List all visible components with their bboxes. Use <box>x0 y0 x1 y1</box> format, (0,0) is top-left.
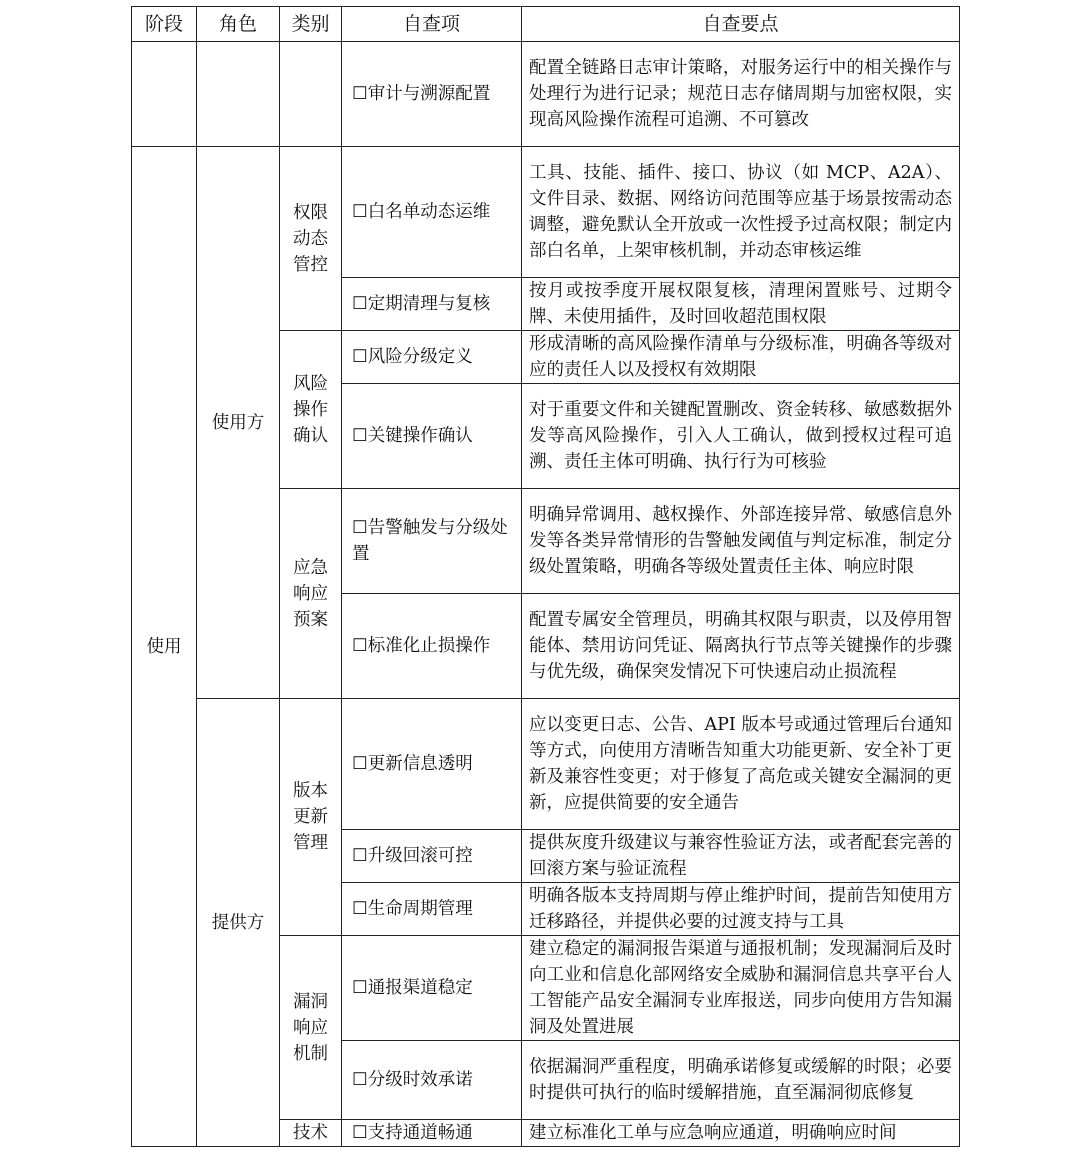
check-points: 对于重要文件和关键配置删改、资金转移、敏感数据外发等高风险操作，引入人工确认，做到授权过程可追溯、责任主体可明确、执行行为可核验 <box>522 384 960 489</box>
header-row <box>132 7 960 42</box>
check-points: 应以变更日志、公告、API 版本号或通过管理后台通知等方式，向使用方清晰告知重大功能更新、安全补丁更新及兼容性变更；对于修复了高危或关键安全漏洞的更新，应提供简要的安全通告 <box>522 699 960 830</box>
check-item: ☐告警触发与分级处置 <box>342 489 522 594</box>
category-cell: 漏洞响应机制 <box>280 936 342 1120</box>
role-cell: 使用方 <box>197 147 280 699</box>
header-stage: 阶段 <box>132 7 197 42</box>
check-item: ☐定期清理与复核 <box>342 278 522 331</box>
check-points: 配置全链路日志审计策略，对服务运行中的相关操作与处理行为进行记录；规范日志存储周期与加密权限，实现高风险操作流程可追溯、不可篡改 <box>522 42 960 147</box>
check-item: ☐通报渠道稳定 <box>342 936 522 1041</box>
table-row <box>132 42 960 147</box>
check-points: 依据漏洞严重程度，明确承诺修复或缓解的时限；必要时提供可执行的临时缓解措施，直至漏洞彻底修复 <box>522 1041 960 1120</box>
check-item: ☐关键操作确认 <box>342 384 522 489</box>
table-row <box>132 699 960 830</box>
check-item: ☐白名单动态运维 <box>342 147 522 278</box>
category-cell: 技术 <box>280 1120 342 1147</box>
check-item: ☐标准化止损操作 <box>342 594 522 699</box>
check-points: 形成清晰的高风险操作清单与分级标准，明确各等级对应的责任人以及授权有效期限 <box>522 331 960 384</box>
check-points: 配置专属安全管理员，明确其权限与职责，以及停用智能体、禁用访问凭证、隔离执行节点等关键操作的步骤与优先级，确保突发情况下可快速启动止损流程 <box>522 594 960 699</box>
stage-cell-empty <box>132 42 197 147</box>
category-cell: 版本更新管理 <box>280 699 342 936</box>
check-points: 明确异常调用、越权操作、外部连接异常、敏感信息外发等各类异常情形的告警触发阈值与判定标准，制定分级处置策略，明确各等级处置责任主体、响应时限 <box>522 489 960 594</box>
stage-cell: 使用 <box>132 147 197 1147</box>
header-item: 自查项 <box>342 7 522 42</box>
check-points: 建立稳定的漏洞报告渠道与通报机制；发现漏洞后及时向工业和信息化部网络安全威胁和漏洞信息共享平台人工智能产品安全漏洞专业库报送，同步向使用方告知漏洞及处置进展 <box>522 936 960 1041</box>
table-row <box>132 147 960 278</box>
header-role: 角色 <box>197 7 280 42</box>
category-cell: 权限动态管控 <box>280 147 342 331</box>
check-item: ☐分级时效承诺 <box>342 1041 522 1120</box>
self-check-table <box>131 6 960 1147</box>
check-points: 工具、技能、插件、接口、协议（如 MCP、A2A）、文件目录、数据、网络访问范围等应基于场景按需动态调整，避免默认全开放或一次性授予过高权限；制定内部白名单，上架审核机制，并动态审核运维 <box>522 147 960 278</box>
check-item: ☐审计与溯源配置 <box>342 42 522 147</box>
role-cell: 提供方 <box>197 699 280 1147</box>
check-points: 明确各版本支持周期与停止维护时间，提前告知使用方迁移路径，并提供必要的过渡支持与工具 <box>522 883 960 936</box>
check-points: 建立标准化工单与应急响应通道，明确响应时间 <box>522 1120 960 1147</box>
category-cell: 应急响应预案 <box>280 489 342 699</box>
check-item: ☐生命周期管理 <box>342 883 522 936</box>
check-item: ☐风险分级定义 <box>342 331 522 384</box>
category-cell: 风险操作确认 <box>280 331 342 489</box>
check-item: ☐支持通道畅通 <box>342 1120 522 1147</box>
header-points: 自查要点 <box>522 7 960 42</box>
check-item: ☐升级回滚可控 <box>342 830 522 883</box>
check-points: 提供灰度升级建议与兼容性验证方法，或者配套完善的回滚方案与验证流程 <box>522 830 960 883</box>
category-cell-empty <box>280 42 342 147</box>
header-category: 类别 <box>280 7 342 42</box>
check-points: 按月或按季度开展权限复核，清理闲置账号、过期令牌、未使用插件，及时回收超范围权限 <box>522 278 960 331</box>
check-item: ☐更新信息透明 <box>342 699 522 830</box>
role-cell-empty <box>197 42 280 147</box>
